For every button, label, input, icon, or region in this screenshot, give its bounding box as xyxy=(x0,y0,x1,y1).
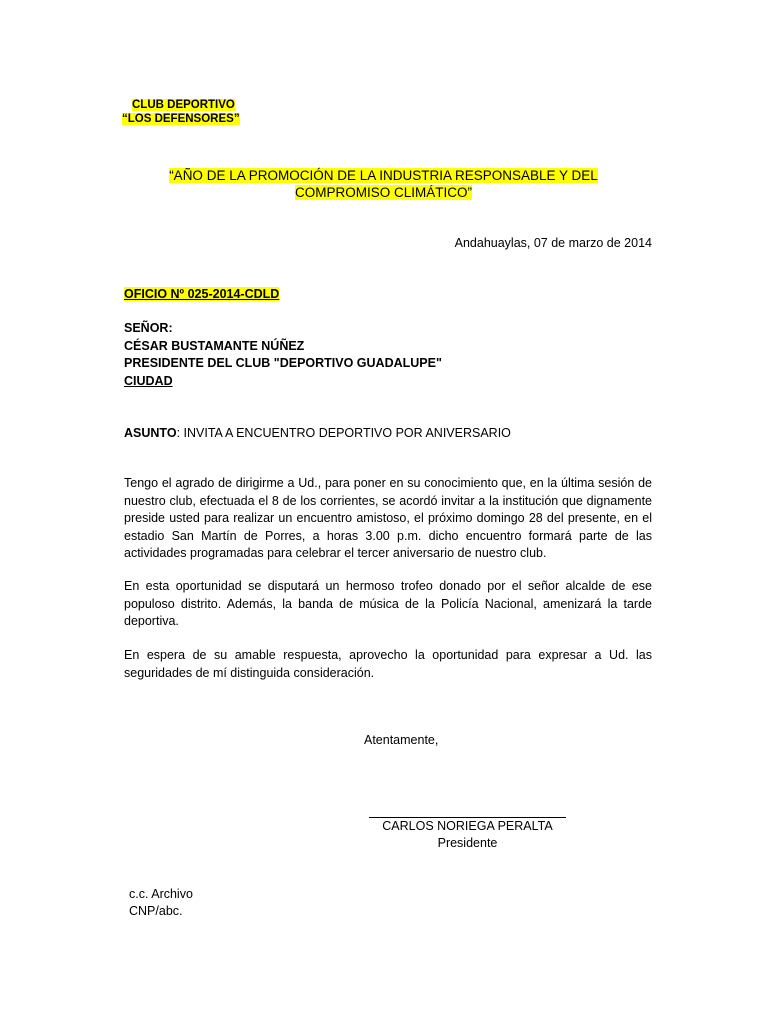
reference-initials: CNP/abc. xyxy=(129,904,183,918)
subject-label: ASUNTO xyxy=(124,426,177,440)
year-motto xyxy=(120,167,647,201)
signer-title: Presidente xyxy=(437,836,498,850)
year-motto-text: “AÑO DE LA PROMOCIÓN DE LA INDUSTRIA RESPONSABLE Y DEL COMPROMISO CLIMÁTICO” xyxy=(169,168,598,200)
oficio-number-text: OFICIO Nº 025-2014-CDLD xyxy=(124,287,280,301)
recipient-city: CIUDAD xyxy=(124,373,173,388)
signature-line xyxy=(369,817,566,818)
copies-block xyxy=(129,886,193,920)
recipient-position: PRESIDENTE DEL CLUB "DEPORTIVO GUADALUPE" xyxy=(124,356,442,370)
oficio-number xyxy=(124,287,279,301)
body-paragraph-1: Tengo el agrado de dirigirme a Ud., para poner en su conocimiento que, en la última sesión de nuestro club, efectuada el 8 de los corrientes, se acordó invitar a la institución que dignamente preside usted para realizar un encuentro amistoso, el próximo domingo 28 del presente, en el estadio San Martín de Porres, a horas 3.00 p.m. dicho encuentro formará parte de las actividades programadas para celebrar el tercer aniversario de nuestro club. xyxy=(124,476,652,560)
closing: Atentamente, xyxy=(364,733,439,747)
recipient-name: CÉSAR BUSTAMANTE NÚÑEZ xyxy=(124,338,305,353)
club-letterhead xyxy=(122,98,240,126)
body-paragraph-3: En espera de su amable respuesta, aprovecho la oportunidad para expresar a Ud. las seguridades de mí distinguida consideración. xyxy=(124,648,652,680)
cc-archive: c.c. Archivo xyxy=(129,887,193,901)
club-name-line1: CLUB DEPORTIVO xyxy=(132,99,235,111)
signer-name: CARLOS NORIEGA PERALTA xyxy=(382,819,553,833)
subject-text: : INVITA A ENCUENTRO DEPORTIVO POR ANIVERSARIO xyxy=(176,426,511,440)
subject-line xyxy=(124,426,511,440)
recipient-block xyxy=(124,320,442,390)
body-paragraph-2: En esta oportunidad se disputará un hermoso trofeo donado por el señor alcalde de ese populoso distrito. Además, la banda de música de la Policía Nacional, amenizará la tarde deportiva. xyxy=(124,579,652,628)
recipient-salutation: SEÑOR: xyxy=(124,321,173,335)
club-name-line2: “LOS DEFENSORES” xyxy=(122,113,240,125)
place-date: Andahuaylas, 07 de marzo de 2014 xyxy=(454,236,652,250)
